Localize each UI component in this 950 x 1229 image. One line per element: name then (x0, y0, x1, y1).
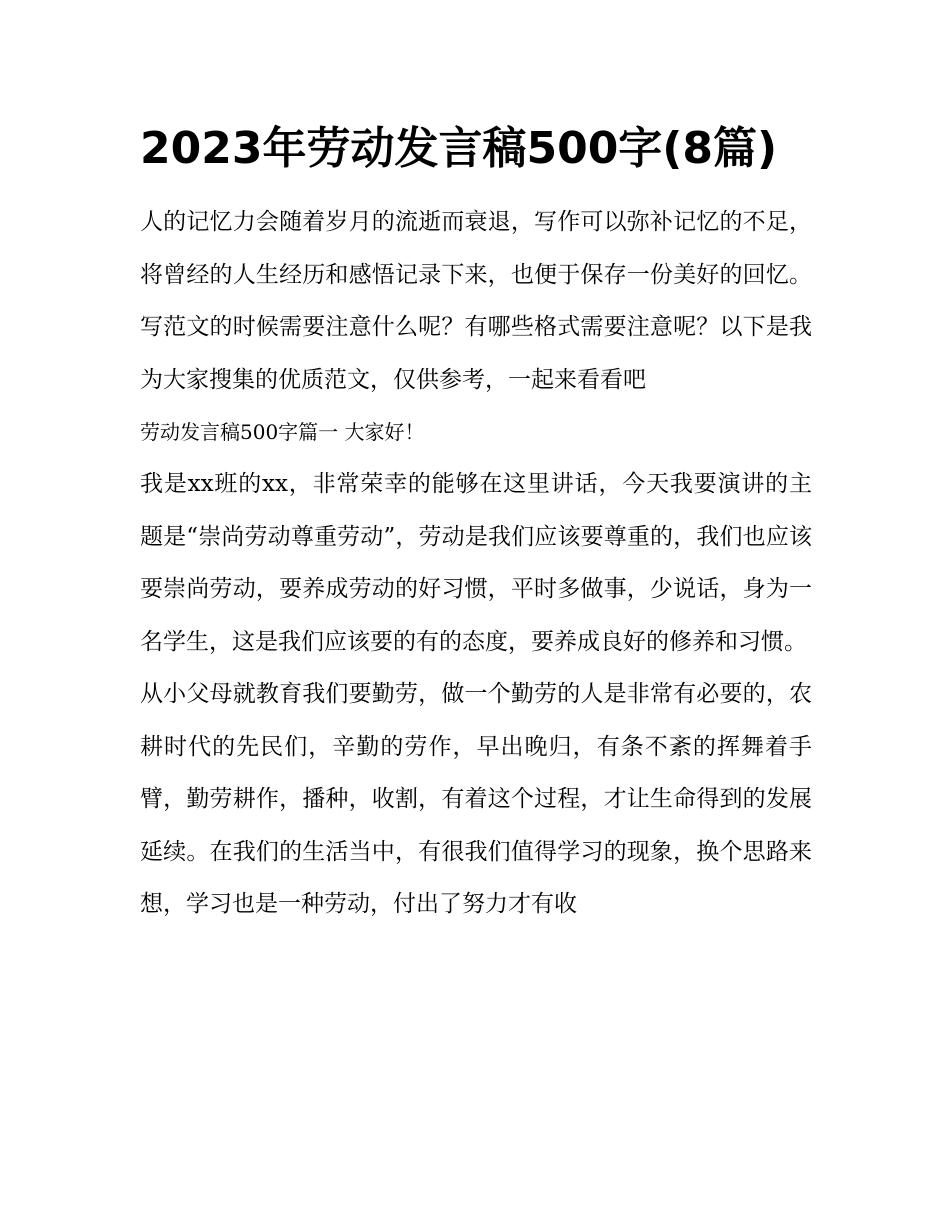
document-title: 2023年劳动发言稿500字(8篇) (140, 123, 778, 174)
intro-paragraph: 人的记忆力会随着岁月的流逝而衰退，写作可以弥补记忆的不足，将曾经的人生经历和感悟记录下来，也便于保存一份美好的回忆。写范文的时候需要注意什么呢？有哪些格式需要注意呢？以下是我为大家搜集的优质范文，仅供参考，一起来看看吧 (140, 209, 812, 393)
document-page (140, 118, 812, 931)
section-heading: 劳动发言稿500字篇一 大家好！ (140, 420, 425, 444)
body-paragraph-1: 我是xx班的xx，非常荣幸的能够在这里讲话，今天我要演讲的主题是“崇尚劳动尊重劳动”，劳动是我们应该要尊重的，我们也应该要崇尚劳动，要养成劳动的好习惯，平时多做事，少说话，身为一名学生，这是我们应该要的有的态度，要养成良好的修养和习惯。 (140, 471, 812, 655)
body-paragraph-2: 从小父母就教育我们要勤劳，做一个勤劳的人是非常有必要的，农耕时代的先民们，辛勤的劳作，早出晚归，有条不紊的挥舞着手臂，勤劳耕作，播种，收割，有着这个过程，才让生命得到的发展延续。在我们的生活当中，有很我们值得学习的现象，换个思路来想，学习也是一种劳动，付出了努力才有收 (140, 681, 812, 917)
